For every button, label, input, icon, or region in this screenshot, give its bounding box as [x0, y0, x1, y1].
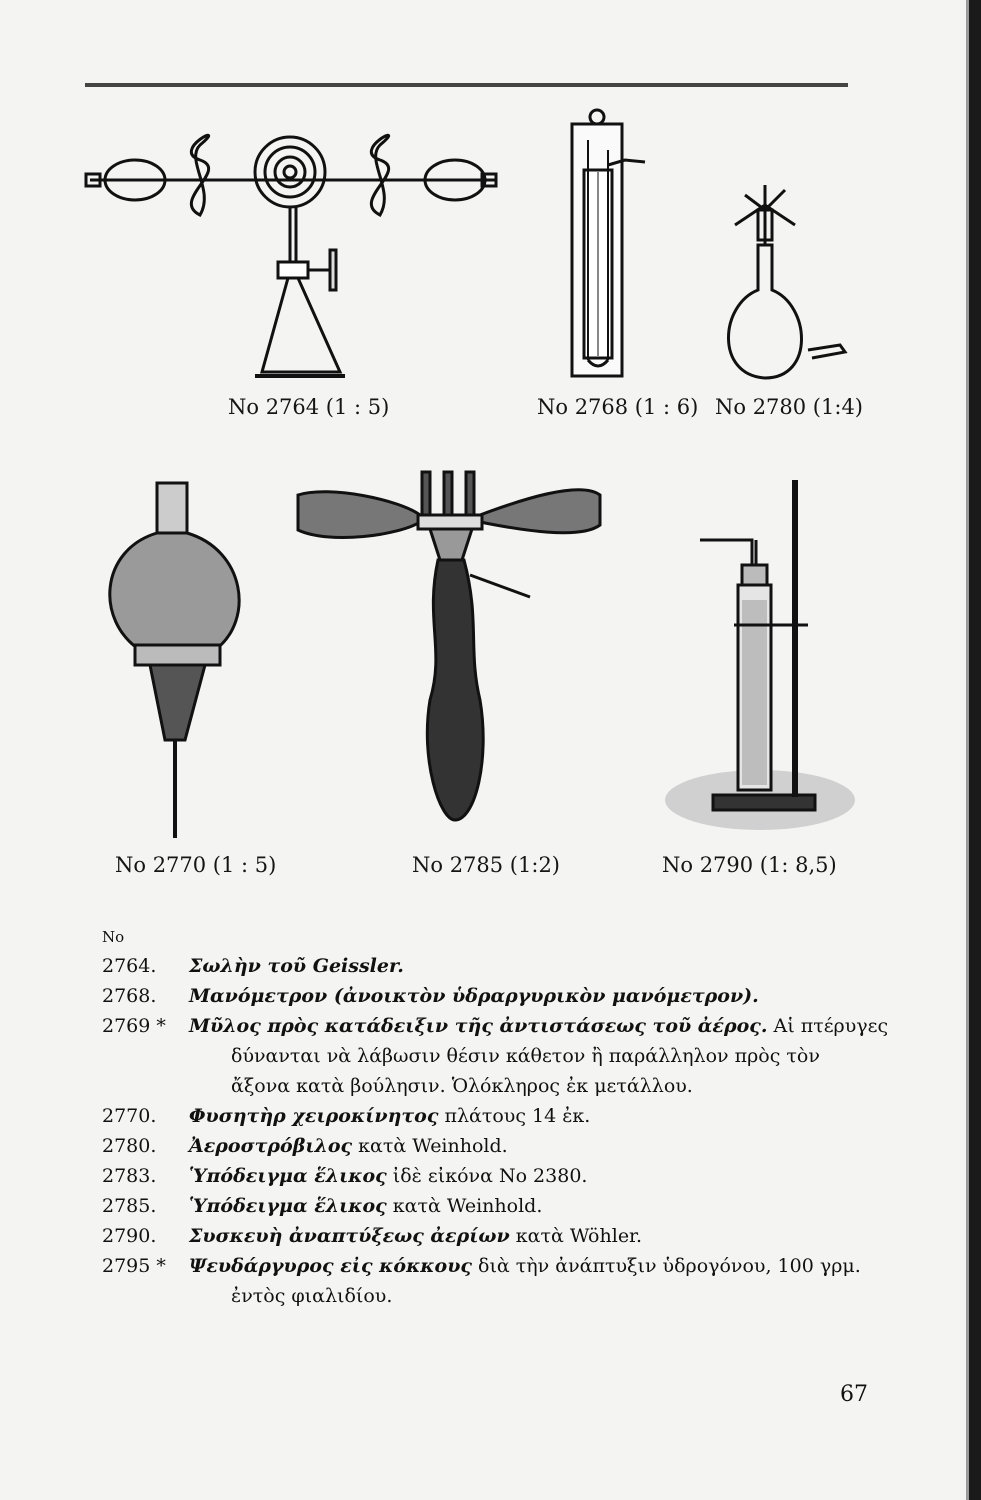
flask-figure	[728, 185, 845, 378]
caption-2768: No 2768 (1 : 6)	[537, 395, 699, 419]
manometer-figure	[572, 110, 645, 376]
list-item-continuation: ἄξονα κατὰ βούλησιν. Ὁλόκληρος ἐκ μετάλλου.	[231, 1075, 693, 1097]
caption-2790: No 2790 (1: 8,5)	[662, 853, 837, 877]
gas-apparatus-figure	[665, 480, 855, 830]
bellows-figure	[110, 483, 239, 838]
page-number: 67	[840, 1382, 868, 1407]
caption-2780: No 2780 (1:4)	[715, 395, 863, 419]
caption-2785: No 2785 (1:2)	[412, 853, 560, 877]
propeller-handle-figure	[298, 472, 600, 820]
list-item-continuation: ἐντὸς φιαλιδίου.	[231, 1285, 393, 1307]
caption-2770: No 2770 (1 : 5)	[115, 853, 277, 877]
list-item-continuation: δύνανται νὰ λάβωσιν θέσιν κάθετον ἢ παράλληλον πρὸς τὸν	[231, 1045, 820, 1067]
geissler-tube-figure	[86, 135, 496, 376]
list-header: No	[102, 928, 125, 946]
caption-2764: No 2764 (1 : 5)	[228, 395, 390, 419]
